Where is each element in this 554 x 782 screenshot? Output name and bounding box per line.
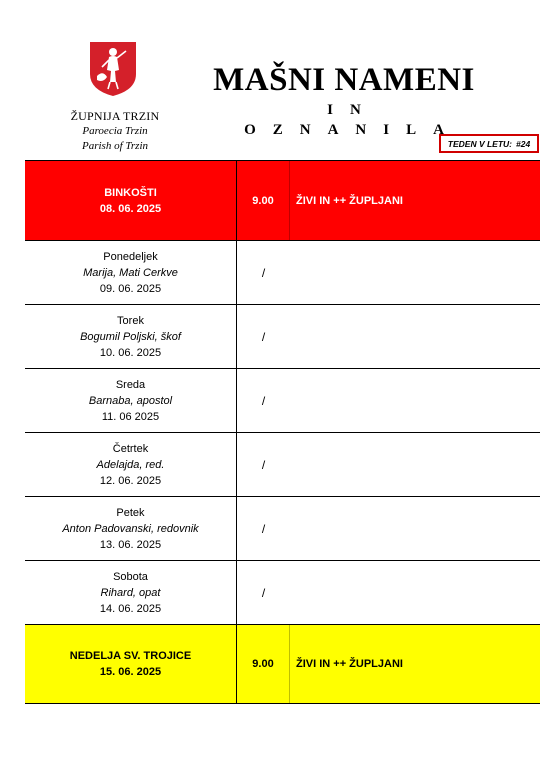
- day-cell: [25, 161, 237, 240]
- day-saint: Marija, Mati Cerkve: [83, 266, 178, 279]
- day-name: Ponedeljek: [103, 250, 158, 263]
- schedule-row: [25, 433, 540, 497]
- schedule-row: [25, 305, 540, 369]
- schedule-row-sunday-feast: [25, 161, 540, 241]
- day-cell: [25, 369, 237, 432]
- parish-name-english: Parish of Trzin: [81, 140, 149, 152]
- week-number-badge: [439, 134, 539, 153]
- day-cell: [25, 241, 237, 304]
- mass-time: /: [261, 393, 266, 408]
- parish-name: ŽUPNIJA TRZIN: [70, 109, 160, 123]
- day-saint: Adelajda, red.: [96, 458, 165, 471]
- day-cell: [25, 433, 237, 496]
- mass-intention: [290, 241, 540, 304]
- mass-time: /: [261, 585, 266, 600]
- day-name: Sobota: [113, 570, 148, 583]
- mass-time: 9.00: [237, 161, 290, 240]
- mass-time: /: [261, 329, 266, 344]
- day-cell: [25, 561, 237, 624]
- schedule-row: [25, 561, 540, 625]
- day-cell: [25, 497, 237, 560]
- parish-name-latin: Paroecia Trzin: [82, 125, 148, 137]
- mass-time: /: [261, 265, 266, 280]
- day-saint: Rihard, opat: [100, 586, 161, 599]
- mass-intention: [290, 497, 540, 560]
- day-saint: Bogumil Poljski, škof: [80, 330, 181, 343]
- mass-intention: ŽIVI IN ++ ŽUPLJANI: [296, 658, 403, 670]
- day-name: Torek: [117, 314, 144, 327]
- title-main: MAŠNI NAMENI: [213, 62, 475, 98]
- parish-crest-logo: [88, 40, 138, 98]
- schedule-row: [25, 369, 540, 433]
- day-saint: Anton Padovanski, redovnik: [62, 522, 199, 535]
- mass-intention: [290, 369, 540, 432]
- mass-schedule-table: [25, 160, 540, 704]
- day-date: 13. 06. 2025: [99, 538, 162, 551]
- mass-intention: [290, 561, 540, 624]
- day-name: NEDELJA SV. TROJICE: [69, 650, 192, 662]
- schedule-row-sunday: [25, 625, 540, 704]
- mass-intention: [290, 305, 540, 368]
- parish-name-block: [60, 109, 170, 154]
- document-title: [196, 60, 492, 140]
- day-name: Četrtek: [112, 442, 149, 455]
- day-date: 12. 06. 2025: [99, 474, 162, 487]
- day-date: 08. 06. 2025: [99, 202, 162, 215]
- week-label: TEDEN V LETU:: [447, 138, 513, 149]
- day-cell: [25, 305, 237, 368]
- mass-intention: [290, 433, 540, 496]
- title-subtitle: IN OZNANILA: [244, 102, 461, 138]
- schedule-row: [25, 241, 540, 305]
- day-date: 09. 06. 2025: [99, 282, 162, 295]
- day-saint: Barnaba, apostol: [88, 394, 173, 407]
- day-name: Petek: [116, 506, 145, 519]
- mass-time: 9.00: [237, 625, 290, 703]
- schedule-row: [25, 497, 540, 561]
- day-name: BINKOŠTI: [104, 186, 157, 199]
- day-date: 15. 06. 2025: [99, 666, 162, 678]
- mass-time: /: [261, 457, 266, 472]
- mass-time: /: [261, 521, 266, 536]
- week-number: #24: [516, 138, 531, 149]
- day-date: 11. 06 2025: [101, 410, 160, 423]
- day-name: Sreda: [115, 378, 146, 391]
- day-date: 10. 06. 2025: [99, 346, 162, 359]
- day-date: 14. 06. 2025: [99, 602, 162, 615]
- mass-intention: ŽIVI IN ++ ŽUPLJANI: [296, 194, 403, 207]
- day-cell: [25, 625, 237, 703]
